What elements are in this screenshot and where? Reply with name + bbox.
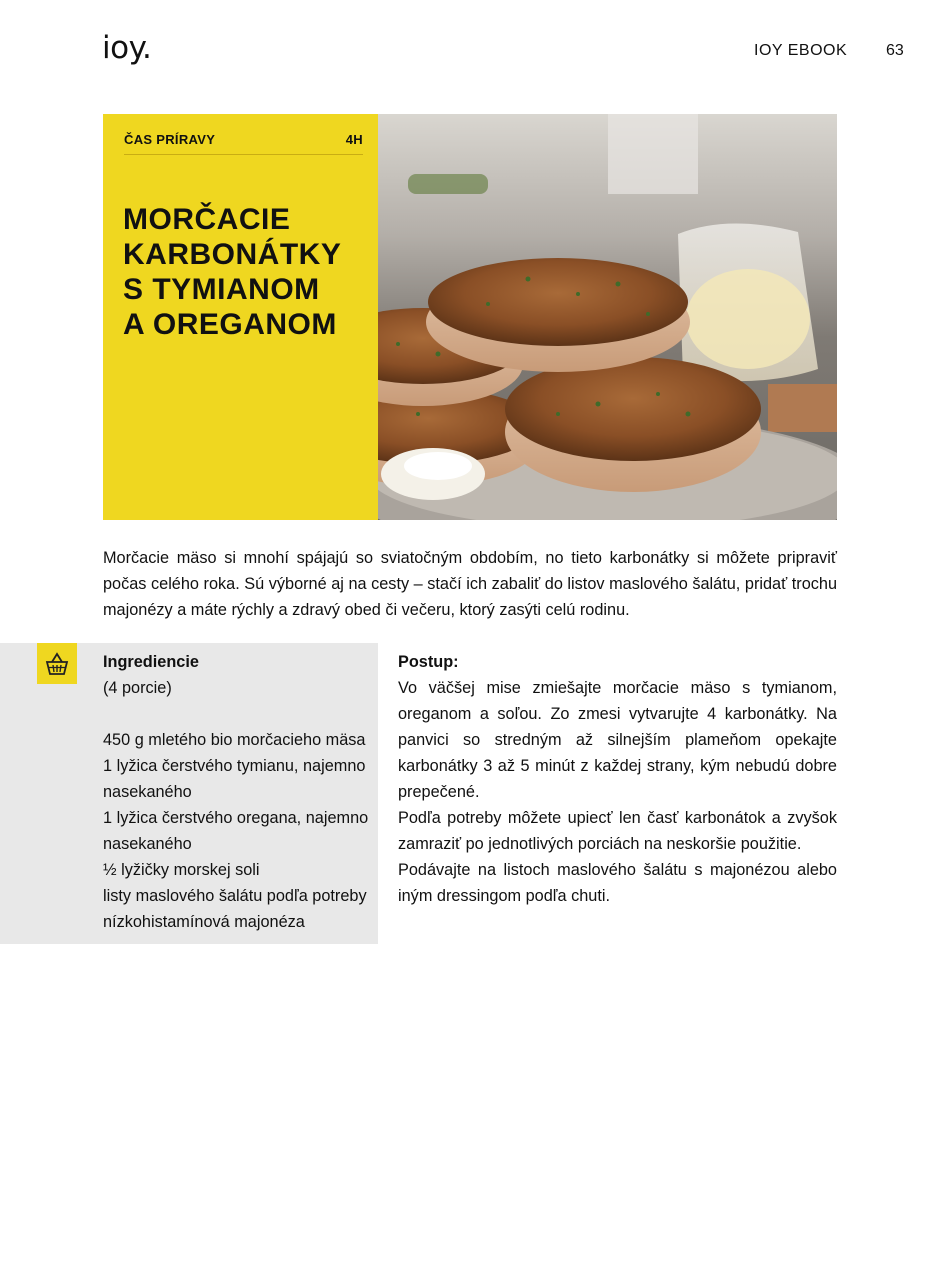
ingredient-item: 1 lyžica čerstvého oregana, najemno nasekaného (103, 809, 369, 853)
page-number: 63 (886, 42, 904, 59)
ingredient-item: 1 lyžica čerstvého tymianu, najemno nasekaného (103, 757, 366, 801)
ingredient-item: 450 g mletého bio morčacieho mäsa (103, 731, 366, 749)
ingredient-item: nízkohistamínová majonéza (103, 913, 305, 931)
portions-label: (4 porcie) (103, 679, 172, 697)
method-heading: Postup: (398, 653, 459, 671)
ioy-logo: ioy. (102, 30, 152, 66)
method-step: Vo väčšej mise zmiešajte morčacie mäso s tymianom, oreganom a soľou. Zo zmesi vytvarujte 4 karbonátky. Na panvici so stredným až silnejším plameňom opekajte karbonátky 3 až 5 minút z každej strany, kým nebudú dobre prepečené. (398, 679, 837, 801)
ebook-label: IOY EBOOK (754, 42, 848, 59)
ingredient-item: ½ lyžičky morskej soli (103, 861, 260, 879)
ingredients-heading: Ingrediencie (103, 653, 199, 671)
recipe-title (123, 202, 368, 342)
recipe-title-line: A OREGANOM (123, 308, 337, 341)
intro-paragraph: Morčacie mäso si mnohí spájajú so sviatočným obdobím, no tieto karbonátky si môžete pripraviť počas celého roka. Sú výborné aj na cesty – stačí ich zabaliť do listov maslového šalátu, pridať trochu majonézy a máte rýchly a zdravý obed či večeru, ktorý zasýti celú rodinu. (103, 549, 837, 619)
recipe-photo (378, 114, 837, 520)
ingredients-list (103, 649, 373, 935)
recipe-title-line: MORČACIE (123, 203, 291, 236)
method-section (398, 649, 837, 909)
recipe-title-line: S TYMIANOM (123, 273, 320, 306)
method-step: Podľa potreby môžete upiecť len časť karbonátok a zvyšok zamraziť po jednotlivých porciách na neskoršie použitie. (398, 809, 837, 853)
prep-time-value: 4H (345, 132, 363, 147)
basket-icon (37, 643, 77, 684)
recipe-title-line: KARBONÁTKY (123, 238, 342, 271)
prep-time-label: ČAS PRÍRAVY (124, 132, 216, 147)
prep-time-row (124, 132, 363, 155)
method-step: Podávajte na listoch maslového šalátu s majonézou alebo iným dressingom podľa chuti. (398, 861, 837, 905)
ingredient-item: listy maslového šalátu podľa potreby (103, 887, 367, 905)
recipe-hero-panel (103, 114, 378, 520)
